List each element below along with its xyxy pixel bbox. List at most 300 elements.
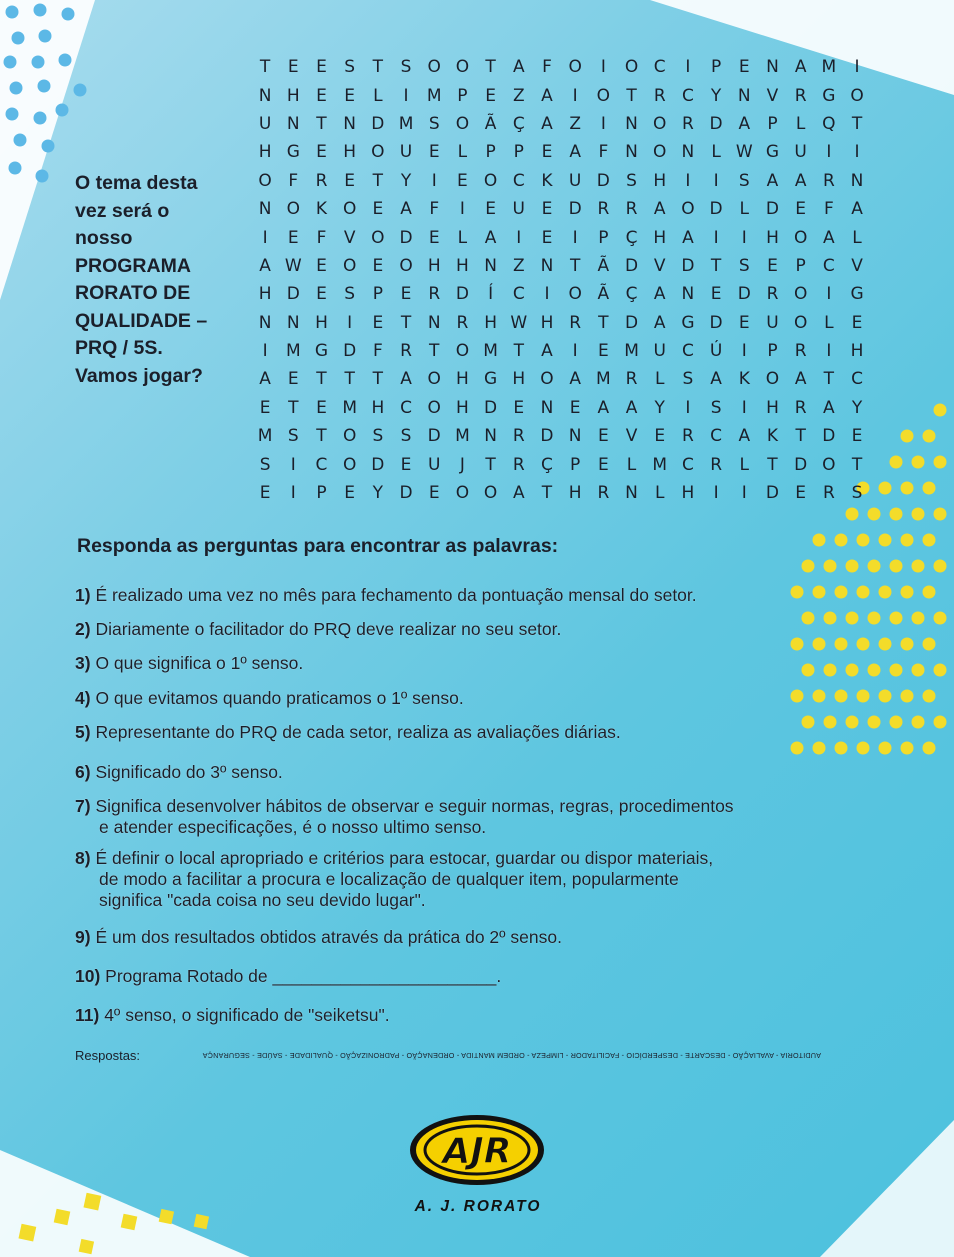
grid-letter: N — [258, 199, 272, 220]
question-number: 2) — [75, 619, 91, 639]
grid-letter: O — [455, 113, 470, 134]
grid-letter: N — [568, 426, 582, 447]
grid-letter: O — [765, 369, 780, 390]
grid-letter: E — [316, 255, 327, 276]
question-text-continued: e atender especificações, é o nosso ultimo senso. — [99, 817, 487, 837]
grid-letter: O — [483, 483, 498, 504]
grid-letter: Ç — [541, 454, 553, 475]
grid-row — [251, 252, 871, 280]
grid-letter: T — [429, 341, 440, 362]
question-text: É definir o local apropriado e critérios para estocar, guardar ou dispor materiais, — [95, 848, 714, 868]
question-text: 4º senso, o significado de "seiketsu". — [104, 1005, 390, 1025]
grid-row — [251, 138, 871, 166]
grid-letter: Y — [400, 170, 412, 191]
intro-line: O tema desta — [75, 172, 198, 194]
grid-letter: P — [457, 85, 468, 106]
grid-letter: M — [285, 341, 301, 362]
grid-letter: A — [653, 312, 666, 333]
grid-letter: Ç — [625, 284, 638, 305]
intro-line: QUALIDADE – — [75, 309, 208, 332]
grid-letter: H — [850, 341, 864, 362]
grid-letter: F — [823, 199, 834, 220]
grid-letter: O — [681, 199, 695, 220]
grid-letter: C — [315, 454, 328, 475]
grid-letter: I — [741, 341, 747, 362]
grid-letter: C — [681, 85, 694, 106]
grid-row — [251, 422, 871, 450]
question-item — [75, 688, 875, 709]
grid-letter: M — [821, 57, 837, 78]
grid-row — [251, 479, 871, 507]
grid-letter: E — [287, 369, 299, 390]
grid-letter: P — [767, 113, 778, 134]
grid-letter: U — [512, 199, 525, 220]
grid-letter: A — [259, 369, 271, 390]
grid-letter: P — [570, 454, 581, 475]
grid-letter: L — [457, 227, 468, 248]
grid-letter: I — [516, 227, 522, 248]
grid-letter: E — [428, 227, 440, 248]
question-number: 4) — [75, 688, 91, 708]
grid-letter: A — [541, 85, 553, 106]
grid-letter: H — [258, 142, 272, 163]
grid-letter: O — [455, 57, 470, 78]
grid-letter: D — [681, 255, 695, 276]
question-number: 7) — [75, 796, 91, 816]
grid-letter: H — [653, 170, 667, 191]
grid-letter: I — [741, 483, 747, 504]
grid-letter: L — [626, 454, 637, 475]
question-text: Diariamente o facilitador do PRQ deve realizar no seu setor. — [95, 619, 562, 639]
grid-letter: E — [372, 255, 384, 276]
grid-letter: D — [427, 426, 441, 447]
grid-letter: D — [399, 227, 413, 248]
grid-letter: D — [371, 454, 385, 475]
grid-letter: R — [512, 426, 525, 447]
grid-letter: A — [738, 426, 751, 447]
grid-letter: G — [765, 142, 780, 163]
grid-letter: I — [685, 397, 691, 418]
grid-letter: M — [624, 341, 639, 362]
grid-letter: O — [822, 454, 836, 475]
grid-letter: E — [428, 142, 440, 163]
grid-letter: E — [344, 483, 356, 504]
answers-label: Respostas: — [75, 1048, 141, 1063]
question-number: 6) — [75, 762, 91, 782]
grid-letter: D — [540, 426, 554, 447]
question-text: O que significa o 1º senso. — [95, 653, 304, 673]
grid-letter: P — [316, 483, 327, 504]
grid-row — [251, 53, 871, 81]
grid-letter: O — [540, 369, 554, 390]
grid-letter: N — [681, 284, 695, 305]
question-item — [75, 796, 875, 838]
grid-letter: S — [428, 113, 440, 134]
grid-letter: Q — [822, 113, 836, 134]
grid-letter: H — [766, 227, 779, 248]
grid-letter: C — [681, 454, 694, 475]
grid-letter: I — [572, 85, 578, 106]
grid-letter: P — [767, 341, 778, 362]
grid-letter: U — [427, 454, 441, 475]
grid-letter: I — [826, 284, 832, 305]
grid-letter: O — [793, 284, 808, 305]
grid-letter: R — [400, 341, 412, 362]
grid-letter: K — [315, 199, 328, 220]
grid-letter: T — [569, 255, 581, 276]
grid-letter: H — [766, 397, 779, 418]
grid-letter: F — [288, 170, 299, 191]
grid-letter: D — [455, 284, 469, 305]
grid-letter: L — [711, 142, 721, 163]
grid-letter: P — [598, 227, 609, 248]
grid-letter: E — [316, 142, 327, 163]
grid-letter: T — [344, 369, 355, 390]
grid-letter: H — [286, 85, 300, 106]
grid-letter: K — [738, 369, 750, 390]
grid-letter: H — [371, 397, 385, 418]
grid-letter: E — [795, 483, 807, 504]
grid-letter: E — [767, 255, 778, 276]
grid-letter: P — [513, 142, 524, 163]
grid-letter: D — [399, 483, 413, 504]
grid-letter: E — [428, 483, 440, 504]
grid-letter: R — [315, 170, 328, 191]
grid-letter: E — [541, 142, 553, 163]
grid-letter: N — [625, 483, 638, 504]
grid-letter: O — [258, 170, 272, 191]
grid-letter: E — [851, 312, 863, 333]
grid-letter: E — [344, 170, 356, 191]
question-item — [75, 722, 875, 743]
grid-letter: A — [259, 255, 271, 276]
grid-letter: U — [766, 312, 779, 333]
grid-letter: S — [372, 426, 384, 447]
grid-row — [251, 309, 871, 337]
grid-letter: R — [456, 312, 469, 333]
grid-letter: G — [681, 312, 695, 333]
grid-row — [251, 365, 871, 393]
grid-letter: E — [597, 454, 609, 475]
grid-letter: O — [455, 483, 470, 504]
grid-letter: H — [456, 255, 469, 276]
grid-letter: O — [455, 341, 470, 362]
grid-letter: Y — [372, 483, 384, 504]
grid-letter: Z — [569, 113, 581, 134]
grid-letter: Z — [512, 255, 525, 276]
grid-letter: M — [652, 454, 668, 475]
question-number: 11) — [75, 1005, 100, 1025]
question-item — [75, 1005, 875, 1026]
grid-letter: Ú — [709, 341, 723, 362]
grid-letter: T — [513, 341, 524, 362]
grid-letter: S — [344, 57, 356, 78]
grid-letter: I — [826, 142, 832, 163]
grid-letter: D — [371, 113, 385, 134]
grid-letter: O — [371, 142, 385, 163]
grid-letter: N — [484, 255, 497, 276]
grid-letter: R — [682, 113, 694, 134]
grid-letter: I — [290, 483, 296, 504]
grid-letter: T — [485, 454, 496, 475]
grid-letter: A — [569, 369, 581, 390]
grid-letter: A — [794, 57, 807, 78]
grid-letter: O — [793, 312, 808, 333]
grid-letter: D — [709, 199, 723, 220]
grid-letter: I — [713, 483, 719, 504]
grid-letter: L — [739, 199, 750, 220]
grid-letter: K — [766, 426, 779, 447]
brand-name: A. J. RORATO — [414, 1198, 542, 1215]
question-text: Programa Rotado de _______________________. — [105, 966, 502, 986]
grid-letter: O — [342, 426, 357, 447]
grid-letter: N — [540, 397, 554, 418]
grid-letter: G — [850, 284, 864, 305]
grid-letter: E — [316, 57, 327, 78]
grid-letter: S — [400, 57, 412, 78]
intro-line: Vamos jogar? — [75, 364, 203, 387]
grid-letter: O — [427, 369, 441, 390]
grid-letter: C — [512, 284, 525, 305]
grid-letter: O — [342, 255, 357, 276]
question-number: 1) — [75, 585, 91, 605]
grid-letter: M — [483, 341, 498, 362]
grid-letter: Ã — [597, 284, 610, 305]
grid-letter: D — [624, 312, 639, 333]
grid-letter: A — [541, 113, 553, 134]
grid-letter: S — [682, 369, 694, 390]
grid-letter: R — [794, 397, 807, 418]
grid-letter: N — [286, 113, 300, 134]
grid-letter: H — [456, 397, 469, 418]
grid-letter: A — [682, 227, 694, 248]
grid-letter: T — [400, 312, 412, 333]
grid-letter: I — [600, 57, 606, 78]
grid-row — [251, 223, 871, 251]
grid-letter: I — [600, 113, 606, 134]
grid-letter: I — [262, 341, 268, 362]
grid-letter: I — [713, 227, 719, 248]
grid-letter: M — [426, 85, 442, 106]
grid-letter: A — [625, 397, 638, 418]
grid-letter: P — [485, 142, 496, 163]
question-number: 9) — [75, 927, 91, 947]
grid-row — [251, 195, 871, 223]
grid-letter: J — [459, 454, 465, 475]
grid-letter: C — [681, 341, 694, 362]
grid-letter: D — [794, 454, 808, 475]
grid-letter: C — [400, 397, 412, 418]
grid-letter: H — [427, 255, 441, 276]
grid-letter: C — [653, 57, 666, 78]
grid-letter: D — [737, 284, 751, 305]
grid-letter: F — [372, 341, 383, 362]
grid-letter: R — [822, 483, 835, 504]
grid-letter: T — [316, 426, 327, 447]
grid-letter: T — [795, 426, 806, 447]
grid-letter: L — [457, 142, 468, 163]
question-item — [75, 966, 875, 987]
grid-letter: E — [738, 312, 750, 333]
grid-letter: E — [569, 397, 581, 418]
grid-letter: R — [794, 341, 807, 362]
grid-letter: I — [741, 227, 747, 248]
grid-letter: S — [710, 397, 722, 418]
grid-letter: E — [316, 397, 327, 418]
grid-letter: C — [512, 170, 525, 191]
question-item — [75, 848, 875, 911]
grid-letter: S — [738, 170, 750, 191]
grid-letter: S — [344, 284, 356, 305]
grid-letter: E — [372, 199, 384, 220]
grid-letter: P — [710, 57, 722, 78]
grid-letter: D — [343, 341, 357, 362]
grid-letter: H — [540, 312, 554, 333]
grid-letter: T — [626, 85, 637, 106]
grid-letter: O — [342, 454, 357, 475]
grid-letter: E — [316, 85, 327, 106]
grid-letter: A — [597, 397, 610, 418]
grid-letter: A — [710, 369, 722, 390]
grid-letter: Y — [710, 85, 722, 106]
grid-letter: W — [735, 142, 753, 163]
grid-row — [251, 337, 871, 365]
grid-letter: F — [542, 57, 552, 78]
yellow-squares-decoration — [0, 1180, 220, 1257]
grid-letter: M — [257, 426, 273, 447]
grid-letter: A — [766, 170, 779, 191]
grid-letter: T — [541, 483, 553, 504]
grid-letter: R — [597, 483, 610, 504]
grid-letter: F — [316, 227, 327, 248]
grid-letter: O — [653, 113, 667, 134]
grid-letter: U — [794, 142, 807, 163]
grid-row — [251, 110, 871, 138]
grid-letter: I — [826, 341, 832, 362]
grid-letter: U — [258, 113, 272, 134]
grid-letter: A — [738, 113, 751, 134]
grid-letter: R — [512, 454, 525, 475]
grid-row — [251, 450, 871, 478]
grid-letter: P — [795, 255, 806, 276]
grid-letter: I — [572, 341, 578, 362]
grid-letter: N — [850, 170, 864, 191]
grid-letter: H — [343, 142, 357, 163]
grid-letter: N — [625, 142, 638, 163]
intro-text — [75, 170, 235, 390]
grid-letter: U — [399, 142, 413, 163]
grid-letter: E — [485, 199, 496, 220]
grid-letter: L — [795, 113, 806, 134]
grid-letter: P — [372, 284, 383, 305]
grid-letter: N — [427, 312, 441, 333]
grid-letter: E — [541, 199, 553, 220]
grid-letter: T — [316, 113, 327, 134]
grid-letter: L — [824, 312, 834, 333]
grid-letter: T — [851, 454, 863, 475]
grid-letter: S — [400, 426, 412, 447]
grid-letter: N — [258, 312, 272, 333]
grid-letter: M — [398, 113, 414, 134]
grid-letter: Y — [851, 397, 863, 418]
grid-letter: R — [710, 454, 722, 475]
grid-letter: Í — [488, 284, 494, 305]
grid-letter: E — [710, 284, 722, 305]
grid-letter: S — [738, 255, 750, 276]
grid-row — [251, 81, 871, 109]
grid-letter: F — [598, 142, 609, 163]
grid-letter: G — [484, 369, 498, 390]
grid-letter: T — [372, 170, 384, 191]
grid-letter: A — [794, 170, 807, 191]
question-text: É realizado uma vez no mês para fechamento da pontuação mensal do setor. — [95, 585, 697, 605]
grid-row — [251, 394, 871, 422]
grid-letter: S — [626, 170, 637, 191]
grid-letter: N — [766, 57, 779, 78]
question-number: 10) — [75, 966, 101, 986]
grid-letter: H — [568, 483, 582, 504]
grid-letter: V — [343, 227, 356, 248]
grid-letter: T — [372, 369, 384, 390]
intro-line: vez será o — [75, 199, 170, 222]
grid-letter: I — [459, 199, 465, 220]
grid-letter: L — [654, 483, 665, 504]
grid-letter: N — [484, 426, 497, 447]
grid-letter: N — [258, 85, 272, 106]
grid-letter: G — [314, 341, 329, 362]
grid-letter: D — [484, 397, 498, 418]
grid-letter: R — [569, 312, 582, 333]
grid-letter: Ç — [512, 113, 525, 134]
grid-letter: A — [569, 142, 581, 163]
grid-letter: G — [286, 142, 300, 163]
grid-letter: Ã — [484, 113, 497, 134]
grid-letter: Ç — [625, 227, 638, 248]
grid-letter: R — [653, 85, 666, 106]
grid-letter: N — [540, 255, 554, 276]
grid-letter: O — [371, 227, 385, 248]
grid-letter: A — [653, 284, 666, 305]
grid-letter: E — [400, 454, 412, 475]
intro-line: RORATO DE — [75, 282, 191, 304]
grid-letter: H — [456, 369, 469, 390]
grid-letter: R — [766, 284, 779, 305]
grid-row — [251, 280, 871, 308]
grid-letter: L — [373, 85, 383, 106]
grid-letter: O — [568, 57, 582, 78]
grid-letter: I — [741, 397, 747, 418]
grid-letter: E — [344, 85, 356, 106]
grid-letter: I — [544, 284, 550, 305]
grid-letter: O — [342, 199, 357, 220]
grid-letter: D — [765, 199, 780, 220]
grid-letter: A — [851, 199, 863, 220]
question-item — [75, 619, 875, 640]
grid-letter: O — [483, 170, 498, 191]
grid-letter: F — [429, 199, 440, 220]
grid-letter: V — [653, 255, 666, 276]
grid-letter: E — [795, 199, 807, 220]
grid-letter: T — [316, 369, 327, 390]
grid-letter: E — [259, 483, 271, 504]
word-search-grid — [251, 53, 871, 507]
grid-letter: D — [624, 255, 639, 276]
grid-letter: A — [823, 397, 835, 418]
grid-letter: A — [400, 199, 412, 220]
intro-line: PROGRAMA — [75, 254, 191, 277]
question-item — [75, 927, 875, 948]
question-item — [75, 762, 875, 783]
